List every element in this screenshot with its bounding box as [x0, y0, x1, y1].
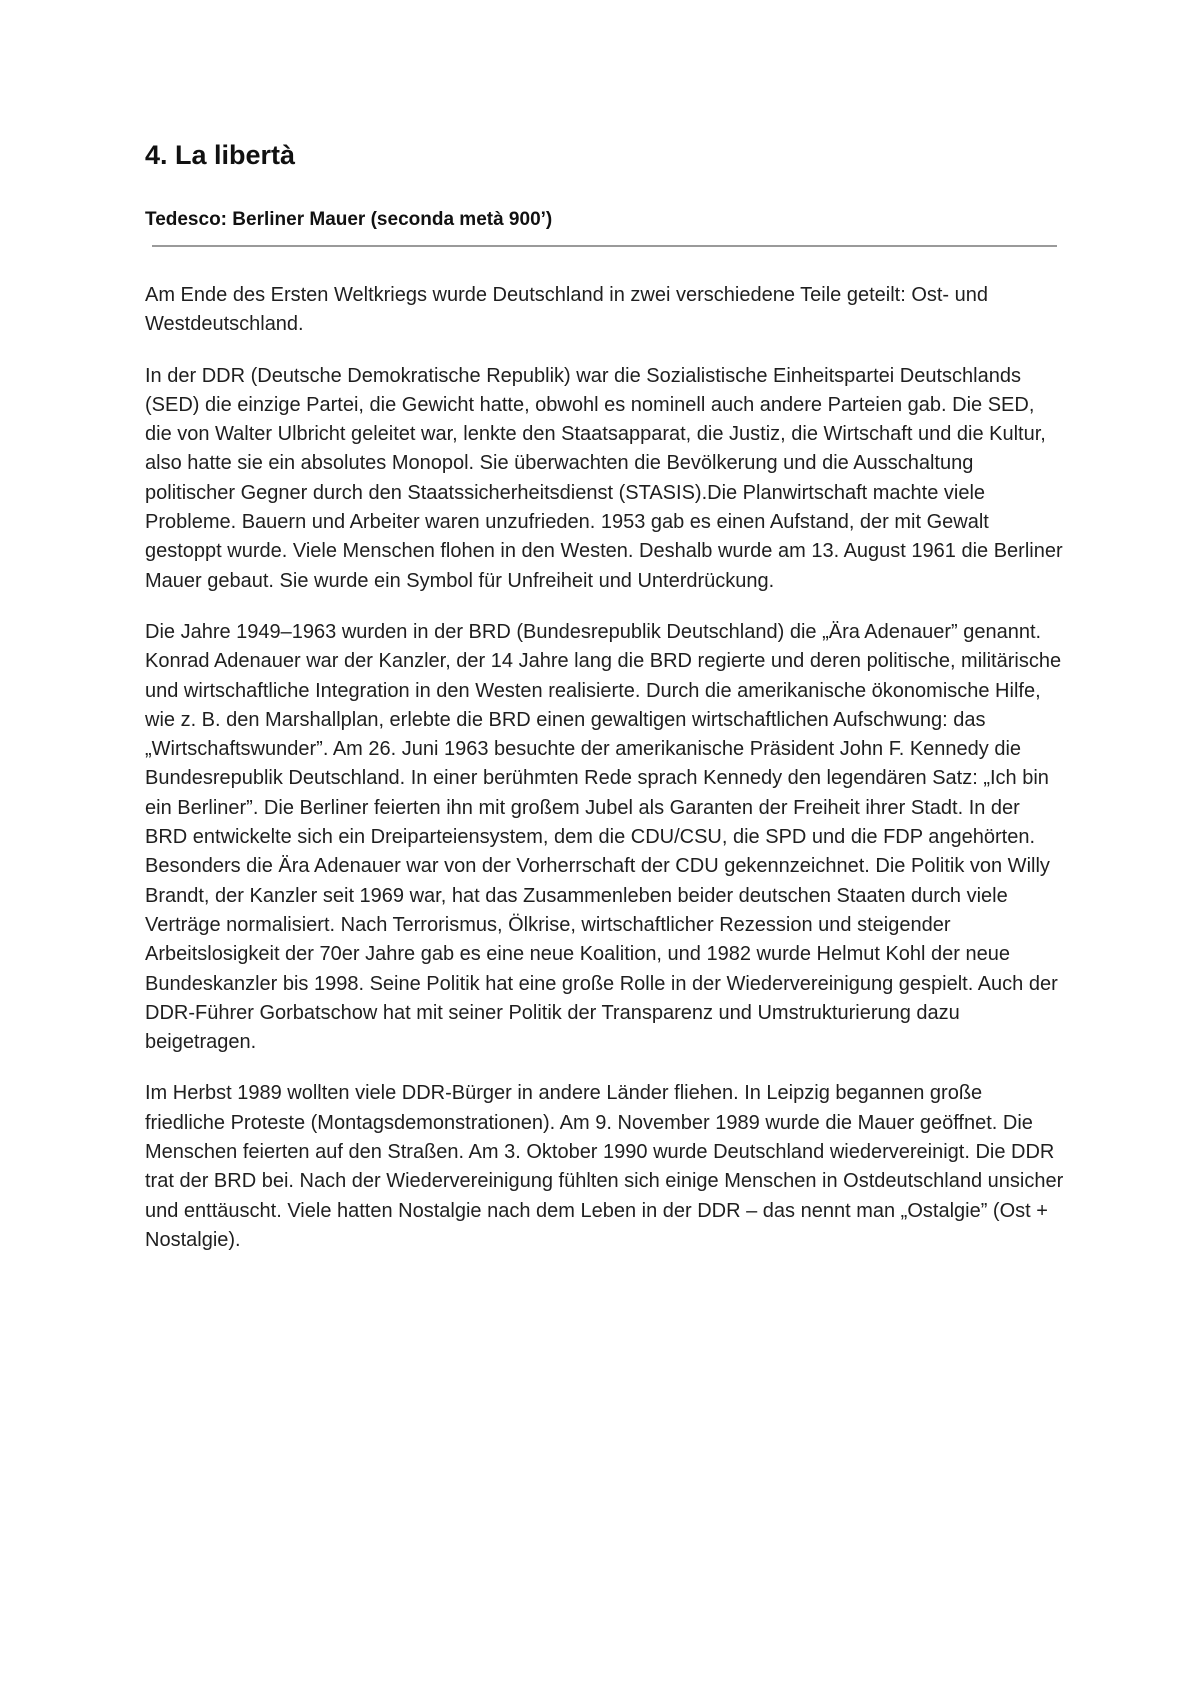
paragraph-intro: Am Ende des Ersten Weltkriegs wurde Deutschland in zwei verschiedene Teile geteilt: Ost- und Westdeutschland. [145, 284, 989, 336]
paragraph-reunification: Im Herbst 1989 wollten viele DDR-Bürger in andere Länder fliehen. In Leipzig begannen große friedliche Proteste (Montagsdemonstrationen). Am 9. November 1989 wurde die Mauer geöffnet. Die Menschen feierten auf den Straßen. Am 3. Oktober 1990 wurde Deutschland wiedervereinigt. Die DDR trat der BRD bei. Nach der Wiedervereinigung fühlten sich einige Menschen in Ostdeutschland unsicher und enttäuscht. Viele hatten Nostalgie nach dem Leben in der DDR – das nennt man „Ostalgie” (Ost + Nostalgie). [145, 1082, 1064, 1251]
divider-line [152, 245, 1057, 247]
paragraph-ddr: In der DDR (Deutsche Demokratische Republik) war die Sozialistische Einheitspartei Deutschlands (SED) die einzige Partei, die Gewicht hatte, obwohl es nominell auch andere Parteien gab. Die SED, die von Walter Ulbricht geleitet war, lenkte den Staatsapparat, die Justiz, die Wirtschaft und die Kultur, also hatte sie ein absolutes Monopol. Sie überwachten die Bevölkerung und die Ausschaltung politischer Gegner durch den Staatssicherheitsdienst (STASIS).Die Planwirtschaft machte viele Probleme. Bauern und Arbeiter waren unzufrieden. 1953 gab es einen Aufstand, der mit Gewalt gestoppt wurde. Viele Menschen flohen in den Westen. Deshalb wurde am 13. August 1961 die Berliner Mauer gebaut. Sie wurde ein Symbol für Unfreiheit und Unterdrückung. [145, 364, 1063, 592]
subtitle: Tedesco: Berliner Mauer (seconda metà 900’) [145, 209, 553, 230]
document-page [145, 140, 1065, 1277]
paragraph-brd: Die Jahre 1949–1963 wurden in der BRD (Bundesrepublik Deutschland) die „Ära Adenauer” genannt. Konrad Adenauer war der Kanzler, der 14 Jahre lang die BRD regierte und deren politische, militärische und wirtschaftliche Integration in den Westen realisierte. Durch die amerikanische ökonomische Hilfe, wie z. B. den Marshallplan, erlebte die BRD einen gewaltigen wirtschaftlichen Aufschwung: das „Wirtschaftswunder”. Am 26. Juni 1963 besuchte der amerikanische Präsident John F. Kennedy die Bundesrepublik Deutschland. In einer berühmten Rede sprach Kennedy den legendären Satz: „Ich bin ein Berliner”. Die Berliner feierten ihn mit großem Jubel als Garanten der Freiheit ihrer Stadt. In der BRD entwickelte sich ein Dreiparteiensystem, dem die CDU/CSU, die SPD und die FDP angehörten. Besonders die Ära Adenauer war von der Vorherrschaft der CDU gekennzeichnet. Die Politik von Willy Brandt, der Kanzler seit 1969 war, hat das Zusammenleben beider deutschen Staaten durch viele Verträge normalisiert. Nach Terrorismus, Ölkrise, wirtschaftlicher Rezession und steigender Arbeitslosigkeit der 70er Jahre gab es eine neue Koalition, und 1982 wurde Helmut Kohl der neue Bundeskanzler bis 1998. Seine Politik hat eine große Rolle in der Wiedervereinigung gespielt. Auch der DDR-Führer Gorbatschow hat mit seiner Politik der Transparenz und Umstrukturierung dazu beigetragen. [145, 620, 1062, 1054]
section-title: 4. La libertà [145, 140, 296, 170]
